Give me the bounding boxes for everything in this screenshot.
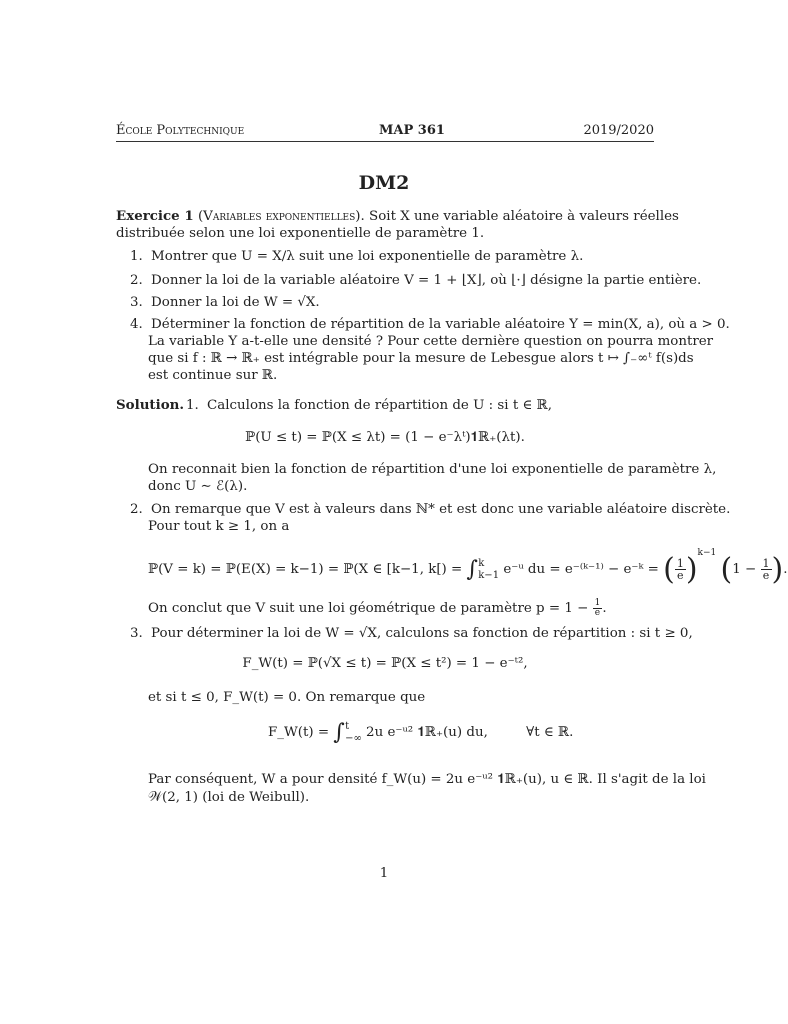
question-num: 1. bbox=[130, 249, 143, 264]
paren-close-2: ) bbox=[771, 552, 784, 587]
part-num: 2. bbox=[130, 502, 143, 517]
solution-part-1-after-1: On reconnait bien la fonction de répartition d'une loi exponentielle de paramètre λ, bbox=[148, 462, 717, 477]
solution-part-3-after-1: Par conséquent, W a pour densité f_W(u) = 2u e⁻ᵘ² 𝟏ℝ₊(u), u ∈ ℝ. Il s'agit de la loi bbox=[148, 772, 706, 787]
frac-num: 1 bbox=[762, 557, 770, 570]
solution-part-3-intro bbox=[130, 625, 693, 642]
integral-bounds bbox=[478, 558, 499, 582]
question-text: Montrer que U = X/λ suit une loi exponentielle de paramètre λ. bbox=[151, 249, 584, 264]
question-4-line-2: La variable Y a-t-elle une densité ? Pour cette dernière question on pourra montrer bbox=[148, 334, 714, 349]
paren-close: ) bbox=[685, 552, 698, 587]
int-lower: k−1 bbox=[478, 569, 500, 581]
fraction-one-over-e-2 bbox=[761, 558, 772, 581]
solution-part-1-after-2: donc U ∼ ℰ(λ). bbox=[148, 479, 248, 494]
document-title: DM2 bbox=[358, 172, 410, 194]
header-rule bbox=[116, 141, 654, 142]
equation-pmf-v bbox=[148, 548, 788, 588]
question-1 bbox=[130, 248, 583, 265]
question-num: 4. bbox=[130, 317, 143, 332]
fraction-one-over-e-3 bbox=[593, 599, 603, 618]
solution-part-3-after-2: 𝒲(2, 1) (loi de Weibull). bbox=[148, 790, 310, 805]
equation-cdf-w: F_W(t) = ℙ(√X ≤ t) = ℙ(X ≤ t²) = 1 − e⁻ᵗ², bbox=[242, 656, 528, 671]
eq-integrand: e⁻ᵘ du = e⁻⁽ᵏ⁻¹⁾ − e⁻ᵏ = bbox=[503, 562, 659, 577]
header-year: 2019/2020 bbox=[583, 123, 654, 138]
page-number: 1 bbox=[379, 866, 389, 881]
question-4-line-4: est continue sur ℝ. bbox=[148, 368, 278, 383]
paren-open: ( bbox=[663, 552, 675, 587]
part-text: Pour déterminer la loi de W = √X, calculons sa fonction de répartition : si t ≥ 0, bbox=[151, 626, 693, 641]
header-course: MAP 361 bbox=[379, 123, 445, 138]
exercise-topic: (Variables exponentielles). bbox=[197, 209, 365, 224]
paren-open-2: ( bbox=[720, 552, 733, 587]
solution-part-2-text-2: Pour tout k ≥ 1, on a bbox=[148, 519, 290, 534]
exercise-intro-2: distribuée selon une loi exponentielle de paramètre 1. bbox=[116, 226, 485, 241]
page-header bbox=[116, 123, 654, 141]
solution-heading bbox=[116, 397, 184, 414]
question-text: Donner la loi de la variable aléatoire V = 1 + ⌊X⌋, où ⌊·⌋ désigne la partie entière. bbox=[151, 273, 702, 288]
equation-fw-integral bbox=[268, 720, 573, 754]
question-3 bbox=[130, 294, 320, 311]
eq2-integrand: 2u e⁻ᵘ² 𝟏ℝ₊(u) du, bbox=[366, 725, 488, 740]
frac-den: e bbox=[594, 608, 601, 618]
header-institution: École Polytechnique bbox=[116, 123, 245, 138]
eq-end: . bbox=[783, 562, 788, 577]
frac-den: e bbox=[677, 569, 684, 582]
int-upper: k bbox=[478, 557, 485, 569]
part-text: Calculons la fonction de répartition de U : si t ∈ ℝ, bbox=[207, 398, 553, 413]
question-num: 3. bbox=[130, 295, 143, 310]
question-2 bbox=[130, 272, 701, 289]
after-text: On conclut que V suit une loi géométrique de paramètre p = 1 − bbox=[148, 601, 589, 616]
integral-sign: ∫ bbox=[466, 557, 478, 582]
question-4-line-3: que si f : ℝ → ℝ₊ est intégrable pour la mesure de Lebesgue alors t ↦ ∫₋∞ᵗ f(s)ds bbox=[148, 351, 694, 366]
solution-part-1-intro bbox=[186, 397, 552, 414]
after-end: . bbox=[602, 601, 607, 616]
question-num: 2. bbox=[130, 273, 143, 288]
part-text: On remarque que V est à valeurs dans ℕ* et est donc une variable aléatoire discrète. bbox=[151, 502, 731, 517]
int-lower: −∞ bbox=[345, 732, 362, 744]
exercise-intro-1: Soit X une variable aléatoire à valeurs réelles bbox=[369, 209, 679, 224]
part-num: 1. bbox=[186, 398, 199, 413]
fraction-one-over-e bbox=[675, 558, 686, 581]
question-text: Déterminer la fonction de répartition de la variable aléatoire Y = min(X, a), où a > 0. bbox=[151, 317, 730, 332]
integral-bounds bbox=[345, 721, 362, 745]
solution-part-2-after bbox=[148, 599, 607, 618]
eq2-left: F_W(t) = bbox=[268, 725, 330, 740]
question-text: Donner la loi de W = √X. bbox=[151, 295, 320, 310]
frac-num: 1 bbox=[676, 557, 684, 570]
eq2-right: ∀t ∈ ℝ. bbox=[526, 725, 574, 740]
question-4 bbox=[130, 316, 730, 333]
solution-part-3-mid: et si t ≤ 0, F_W(t) = 0. On remarque que bbox=[148, 690, 426, 705]
equation-cdf-u: ℙ(U ≤ t) = ℙ(X ≤ λt) = (1 − e⁻λᵗ)𝟏ℝ₊(λt). bbox=[245, 430, 525, 445]
frac-den: e bbox=[762, 569, 770, 582]
int-upper: t bbox=[345, 720, 350, 732]
exercise-label: Exercice 1 bbox=[116, 208, 194, 224]
exercise-heading bbox=[116, 208, 679, 225]
solution-part-2-intro bbox=[130, 501, 730, 518]
eq-left: ℙ(V = k) = ℙ(E(X) = k−1) = ℙ(X ∈ [k−1, k[) = bbox=[148, 562, 463, 577]
eq-exponent: k−1 bbox=[697, 548, 717, 558]
eq-tail: 1 − bbox=[732, 562, 757, 577]
integral-sign: ∫ bbox=[333, 720, 345, 745]
frac-num: 1 bbox=[594, 598, 601, 608]
part-num: 3. bbox=[130, 626, 143, 641]
solution-label: Solution. bbox=[116, 397, 185, 413]
